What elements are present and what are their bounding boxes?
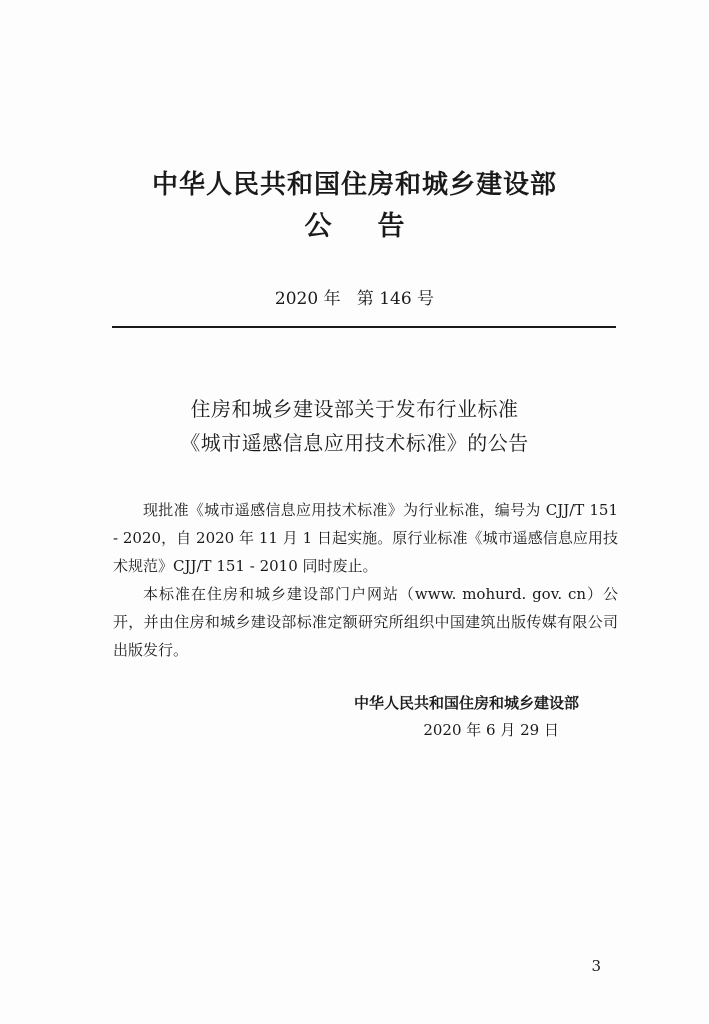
document-type: [0, 210, 709, 244]
notice-title-line-1: 住房和城乡建设部关于发布行业标准: [190, 397, 519, 421]
page-number: 3: [591, 957, 601, 975]
body-paragraph-1: 现批准《城市遥感信息应用技术标准》为行业标准，编号为 CJJ/T 151 - 2020，自 2020 年 11 月 1 日起实施。原行业标准《城市遥感信息应用技术规范》CJJ/T 151 - 2010 同时废止。: [113, 501, 618, 575]
notice-title: [0, 392, 709, 460]
signature-organization: 中华人民共和国住房和城乡建设部: [353, 694, 579, 712]
body-paragraph-2: 本标准在住房和城乡建设部门户网站（www. mohurd. gov. cn）公开，并由住房和城乡建设部标准定额研究所组织中国建筑出版传媒有限公司出版发行。: [113, 585, 618, 659]
document-type-char-2: 告: [377, 211, 405, 242]
signature-date: 2020 年 6 月 29 日: [423, 721, 559, 739]
document-type-char-1: 公: [304, 211, 332, 242]
header-divider: [112, 326, 616, 328]
document-number: 2020 年 第 146 号: [274, 289, 435, 309]
issuer-title: 中华人民共和国住房和城乡建设部: [151, 170, 557, 200]
notice-body: [113, 496, 618, 664]
notice-title-line-2: 《城市遥感信息应用技术标准》的公告: [180, 431, 529, 455]
